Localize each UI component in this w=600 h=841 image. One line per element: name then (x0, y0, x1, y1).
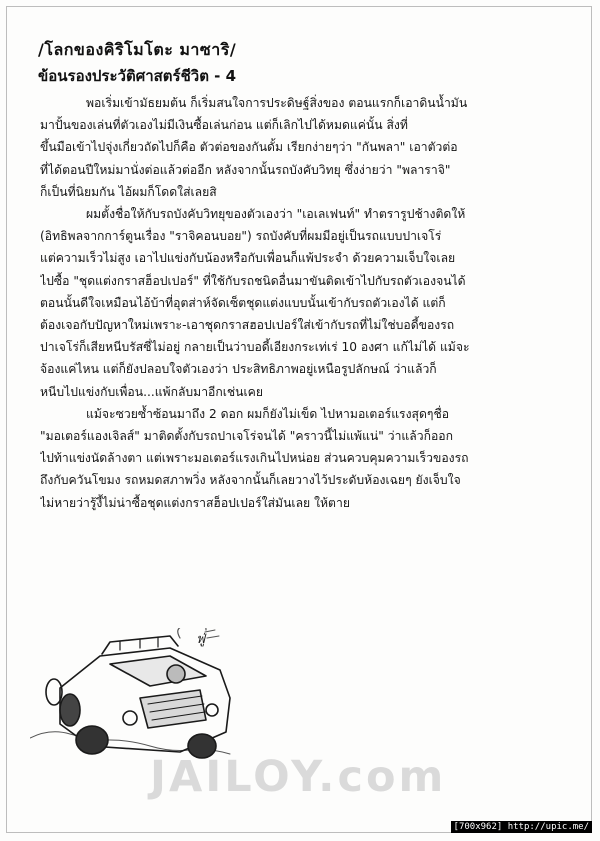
text-line: ต้องเจอกับปัญหาใหม่เพราะ-เอาชุดกราสฮอปเปอร์ใส่เข้ากับรถที่ไม่ใช่บอดี้ของรถ (40, 318, 455, 333)
text-line: ไม่หายว่ารู้งี้ไม่น่าซื้อชุดแต่งกราสฮ็อปเปอร์ใส่มันเลย ให้ตาย (40, 495, 350, 510)
text-line: แม้จะซวยซ้ำซ้อนมาถึง 2 ดอก ผมก็ยังไม่เข็ด ไปหามอเตอร์แรงสุดๆชื่อ (86, 406, 450, 421)
body-text (40, 92, 568, 514)
paragraph-1 (40, 92, 568, 203)
text-line: ไปท้าแข่งนัดล้างตา แต่เพราะมอเตอร์แรงเกินไปหน่อย ส่วนควบคุมความเร็วของรถ (40, 451, 469, 466)
chapter-subtitle: ข้อนรองประวัติศาสตร์ชีวิต - 4 (38, 67, 237, 85)
paragraph-3 (40, 403, 568, 514)
paragraph-2 (40, 203, 568, 403)
watermark: JAILOY.com (150, 752, 447, 802)
text-line: มาปั้นของเล่นที่ตัวเองไม่มีเงินซื้อเล่นก่อน แต่ก็เลิกไปได้หมดแค่นั้น สิ่งที่ (40, 118, 408, 133)
image-host-tag[interactable]: [700x962] http://upic.me/ (451, 821, 592, 833)
text-line: ไปซื้อ "ชุดแต่งกราสฮ็อปเปอร์" ที่ใช้กับรถชนิดอื่นมาขันติดเข้าไปกับรถตัวเองจนได้ (40, 273, 466, 288)
text-line: พอเริ่มเข้ามัธยมต้น ก็เริ่มสนใจการประดิษฐ์สิ่งของ ตอนแรกก็เอาดินน้ำมัน (86, 96, 468, 110)
text-line: ขึ้นมือเข้าไปจุ่งเกี่ยวถัดไปก็คือ ตัวต่อของกันดั้ม เรียกง่ายๆว่า "กันพลา" เอาตัวต่อ (40, 140, 458, 155)
text-line: ตอนนั้นดีใจเหมือนไอ้บ้าที่อุตส่าห์จัดเซ็ตชุดแต่งแบบนั้นเข้ากับรถตัวเองได้ แต่ก็ (40, 295, 446, 310)
sound-effect-label: ฟู่ (196, 632, 206, 647)
text-line: จ้องแค่ไหน แต่ก็ยังปลอบใจตัวเองว่า ประสิทธิภาพอยู่เหนือรูปลักษณ์ ว่าแล้วก็ (40, 362, 437, 377)
text-line: ผมตั้งชื่อให้กับรถบังคับวิทยุของตัวเองว่า "เอเลเฟนท์" ทำตรารูปช้างติดให้ (86, 207, 466, 222)
chapter-title: /โลกของคิริโมโตะ มาซาริ/ (38, 40, 237, 59)
text-line: ถึงกับควันโขมง รถหมดสภาพวิ่ง หลังจากนั้นก็เลยวางไว้ประดับห้องเฉยๆ ยังเจ็บใจ (40, 473, 461, 488)
text-line: หนีบไปแข่งกับเพื่อน...แพ้กลับมาอีกเช่นเคย (40, 384, 263, 399)
text-line: แต่ความเร็วไม่สูง เอาไปแข่งกับน้องหรือกับเพื่อนก็แพ้ประจำ ด้วยความเจ็บใจเลย (40, 251, 456, 266)
text-line: ที่ได้ตอนปีใหม่มานั่งต่อแล้วต่ออีก หลังจากนั้นรถบังคับวิทยุ ซึ่งง่ายว่า "พลาราจิ" (40, 162, 451, 177)
text-line: "มอเตอร์แองเจิลส์" มาติดตั้งกับรถปาเจโร่จนได้ "คราวนี้ไม่แพ้แน่" ว่าแล้วก็ออก (40, 429, 454, 444)
text-line: (อิทธิพลจากการ์ตูนเรื่อง "ราจิคอนบอย") รถบังคับที่ผมมีอยู่เป็นรถแบบปาเจโร่ (40, 229, 442, 244)
text-line: ปาเจโร่ก็เสียหนีบรัสซี่ไม่อยู่ กลายเป็นว่าบอดี้เอียงกระเท่เร่ 10 องศา แก้ไม่ได้ แม้จะ (40, 340, 470, 355)
text-line: ก็เป็นที่นิยมกัน ไอ้ผมก็โดดใส่เลยสิ (40, 184, 217, 199)
